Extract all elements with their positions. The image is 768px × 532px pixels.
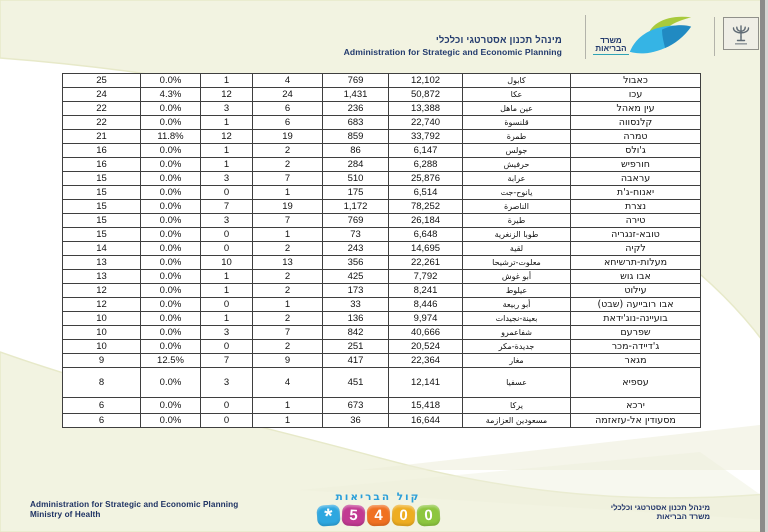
table-cell: 21: [63, 130, 141, 144]
table-cell: 236: [323, 102, 389, 116]
table-cell: أبو غوش: [463, 270, 571, 284]
table-cell: נצרת: [571, 200, 701, 214]
table-cell: טירה: [571, 214, 701, 228]
table-cell: 0: [201, 242, 253, 256]
table-cell: 3: [201, 214, 253, 228]
footer-right-line1: מינהל תכנון אסטרטגי וכלכלי: [610, 503, 710, 512]
israel-state-emblem-icon: [723, 17, 759, 50]
table-row: [63, 398, 701, 414]
table-cell: 0: [201, 228, 253, 242]
kol-habriut-hotline-logo: [308, 491, 448, 529]
table-cell: 12: [201, 88, 253, 102]
table-row: [63, 200, 701, 214]
table-row: [63, 158, 701, 172]
table-cell: 0.0%: [141, 144, 201, 158]
table-cell: 1: [201, 284, 253, 298]
table-cell: 251: [323, 340, 389, 354]
table-cell: 7: [253, 326, 323, 340]
table-cell: 175: [323, 186, 389, 200]
table-cell: 6: [253, 102, 323, 116]
footer-department-hebrew: [611, 503, 710, 521]
table-cell: 10: [201, 256, 253, 270]
table-cell: 0.0%: [141, 256, 201, 270]
table-cell: 417: [323, 354, 389, 368]
table-cell: 510: [323, 172, 389, 186]
table-cell: 33,792: [389, 130, 463, 144]
table-cell: 40,666: [389, 326, 463, 340]
table-row: [63, 312, 701, 326]
table-cell: 1: [201, 158, 253, 172]
footer-right-line2: משרד הבריאות: [656, 512, 710, 521]
table-cell: 0.0%: [141, 102, 201, 116]
localities-data-table: [62, 73, 701, 428]
table-row: [63, 116, 701, 130]
table-cell: مسعودين العزازمة: [463, 414, 571, 428]
hotline-number-tiles: [308, 504, 448, 529]
table-row: [63, 298, 701, 312]
table-cell: 0.0%: [141, 186, 201, 200]
ministry-of-health-logo: [590, 12, 708, 62]
table-cell: 33: [323, 298, 389, 312]
table-cell: 8: [63, 368, 141, 398]
table-row: [63, 256, 701, 270]
table-row: [63, 130, 701, 144]
table-cell: קלנסווה: [571, 116, 701, 130]
department-title-hebrew: מינהל תכנון אסטרטגי וכלכלי: [435, 35, 562, 46]
table-cell: يانوح-جت: [463, 186, 571, 200]
table-cell: 19: [253, 200, 323, 214]
table-cell: 6: [63, 414, 141, 428]
table-cell: 13,388: [389, 102, 463, 116]
table-cell: 0.0%: [141, 298, 201, 312]
table-cell: 6,147: [389, 144, 463, 158]
table-cell: عكا: [463, 88, 571, 102]
table-cell: 0.0%: [141, 214, 201, 228]
table-cell: 9: [253, 354, 323, 368]
table-cell: 14,695: [389, 242, 463, 256]
table-row: [63, 228, 701, 242]
table-cell: 1: [253, 414, 323, 428]
table-cell: 0.0%: [141, 158, 201, 172]
table-row: [63, 354, 701, 368]
table-cell: 1: [201, 74, 253, 88]
table-cell: 2: [253, 270, 323, 284]
table-cell: 8,446: [389, 298, 463, 312]
table-cell: 15: [63, 214, 141, 228]
table-cell: 3: [201, 326, 253, 340]
table-cell: 7: [253, 214, 323, 228]
table-cell: 78,252: [389, 200, 463, 214]
table-row: [63, 284, 701, 298]
hotline-digit-tile: 0: [416, 504, 440, 526]
table-cell: حرفيش: [463, 158, 571, 172]
table-row: [63, 242, 701, 256]
table-cell: 0.0%: [141, 326, 201, 340]
table-cell: 1: [253, 186, 323, 200]
table-cell: 0.0%: [141, 172, 201, 186]
table-cell: بعينة-نجيدات: [463, 312, 571, 326]
table-cell: 1: [201, 116, 253, 130]
table-cell: 0.0%: [141, 368, 201, 398]
table-cell: אבו גוש: [571, 270, 701, 284]
table-cell: 0.0%: [141, 414, 201, 428]
table-cell: 4.3%: [141, 88, 201, 102]
table-cell: 22,740: [389, 116, 463, 130]
table-cell: شفاعمرو: [463, 326, 571, 340]
table-cell: 10: [63, 340, 141, 354]
table-cell: 22,364: [389, 354, 463, 368]
table-cell: טמרה: [571, 130, 701, 144]
table-cell: عسفيا: [463, 368, 571, 398]
table-cell: 0.0%: [141, 200, 201, 214]
hotline-digit-tile: 0: [391, 504, 415, 526]
table-cell: أبو ربيعة: [463, 298, 571, 312]
ministry-logo-line1: משרד: [600, 36, 622, 45]
table-row: [63, 88, 701, 102]
table-cell: 1: [201, 312, 253, 326]
table-cell: 0.0%: [141, 312, 201, 326]
table-cell: 4: [253, 368, 323, 398]
ministry-logo-wordmark: [590, 37, 632, 55]
table-cell: قلنسوة: [463, 116, 571, 130]
table-cell: 2: [253, 312, 323, 326]
hotline-digit-tile: 4: [366, 505, 390, 527]
table-cell: ג'דיידה-מכר: [571, 340, 701, 354]
table-cell: 12.5%: [141, 354, 201, 368]
table-cell: 3: [201, 102, 253, 116]
table-cell: 36: [323, 414, 389, 428]
hotline-digit-tile: 5: [341, 504, 365, 526]
table-cell: 4: [253, 74, 323, 88]
table-cell: 769: [323, 74, 389, 88]
table-row: [63, 326, 701, 340]
table-cell: חורפיש: [571, 158, 701, 172]
table-cell: 22: [63, 102, 141, 116]
table-cell: 284: [323, 158, 389, 172]
header-divider-right: [714, 17, 715, 56]
table-cell: مغار: [463, 354, 571, 368]
table-cell: 1: [201, 270, 253, 284]
table-cell: 0.0%: [141, 228, 201, 242]
table-cell: 136: [323, 312, 389, 326]
table-cell: 9,974: [389, 312, 463, 326]
table-cell: 6: [63, 398, 141, 414]
table-cell: 0.0%: [141, 74, 201, 88]
table-cell: 26,184: [389, 214, 463, 228]
table-cell: 451: [323, 368, 389, 398]
table-cell: 25: [63, 74, 141, 88]
table-cell: יאנוח-ג'ת: [571, 186, 701, 200]
table-row: [63, 144, 701, 158]
table-cell: 3: [201, 172, 253, 186]
table-cell: 2: [253, 284, 323, 298]
table-cell: 24: [253, 88, 323, 102]
table-cell: 7: [201, 354, 253, 368]
table-cell: 2: [253, 144, 323, 158]
table-cell: 0: [201, 186, 253, 200]
table-cell: 859: [323, 130, 389, 144]
table-cell: 13: [63, 256, 141, 270]
table-cell: 15,418: [389, 398, 463, 414]
ministry-logo-rule: [593, 54, 629, 55]
table-cell: 1: [201, 144, 253, 158]
table-cell: 0.0%: [141, 284, 201, 298]
table-cell: מגאר: [571, 354, 701, 368]
table-cell: 12,102: [389, 74, 463, 88]
table-cell: 2: [253, 340, 323, 354]
table-cell: לקיה: [571, 242, 701, 256]
table-cell: 425: [323, 270, 389, 284]
table-cell: طيرة: [463, 214, 571, 228]
table-cell: عرابة: [463, 172, 571, 186]
table-cell: 20,524: [389, 340, 463, 354]
table-cell: 7: [201, 200, 253, 214]
table-row: [63, 340, 701, 354]
table-cell: טובא-זנגריה: [571, 228, 701, 242]
table-cell: 6,288: [389, 158, 463, 172]
table-cell: עילוט: [571, 284, 701, 298]
table-cell: 7: [253, 172, 323, 186]
table-cell: 10: [63, 312, 141, 326]
hotline-digit-tile: *: [316, 504, 340, 527]
table-cell: 12: [201, 130, 253, 144]
table-cell: كابول: [463, 74, 571, 88]
table-cell: عين ماهل: [463, 102, 571, 116]
table-cell: 8,241: [389, 284, 463, 298]
table-cell: 15: [63, 228, 141, 242]
table-cell: 22: [63, 116, 141, 130]
table-cell: جديدة-مكر: [463, 340, 571, 354]
table-cell: 25,876: [389, 172, 463, 186]
table-cell: 2: [253, 242, 323, 256]
table-row: [63, 368, 701, 398]
table-cell: 2: [253, 158, 323, 172]
table-cell: אבו רובייעה (שבט): [571, 298, 701, 312]
table-cell: בועיינה-נוג'ידאת: [571, 312, 701, 326]
table-cell: 0.0%: [141, 270, 201, 284]
table-cell: מעלות-תרשיחא: [571, 256, 701, 270]
table-cell: מסעודין אל-עזאזמה: [571, 414, 701, 428]
table-cell: 3: [201, 368, 253, 398]
table-cell: جولس: [463, 144, 571, 158]
table-cell: 1,172: [323, 200, 389, 214]
table-cell: 1: [253, 398, 323, 414]
table-cell: ג'ולס: [571, 144, 701, 158]
table-cell: 15: [63, 186, 141, 200]
table-cell: עראבה: [571, 172, 701, 186]
table-cell: 0.0%: [141, 242, 201, 256]
table-row: [63, 186, 701, 200]
table-cell: 6: [253, 116, 323, 130]
table-cell: 7,792: [389, 270, 463, 284]
header-divider-left: [585, 15, 586, 59]
table-cell: עספיא: [571, 368, 701, 398]
table-cell: כאבול: [571, 74, 701, 88]
table-cell: 356: [323, 256, 389, 270]
department-title-english: Administration for Strategic and Economic Planning: [343, 47, 562, 57]
table-cell: معلوت-ترشيحا: [463, 256, 571, 270]
table-cell: طمرة: [463, 130, 571, 144]
table-cell: 12: [63, 298, 141, 312]
table-cell: طوبا الزنغرية: [463, 228, 571, 242]
table-cell: 11.8%: [141, 130, 201, 144]
table-cell: 86: [323, 144, 389, 158]
table-cell: 12,141: [389, 368, 463, 398]
table-cell: 769: [323, 214, 389, 228]
table-cell: 50,872: [389, 88, 463, 102]
table-cell: 243: [323, 242, 389, 256]
table-cell: 14: [63, 242, 141, 256]
table-cell: 683: [323, 116, 389, 130]
table-cell: 13: [63, 270, 141, 284]
table-row: [63, 214, 701, 228]
table-cell: שפרעם: [571, 326, 701, 340]
table-cell: لقية: [463, 242, 571, 256]
table-cell: 0.0%: [141, 340, 201, 354]
table-cell: 6,648: [389, 228, 463, 242]
table-cell: يركا: [463, 398, 571, 414]
table-cell: 16: [63, 158, 141, 172]
table-cell: 16: [63, 144, 141, 158]
table-cell: الناصرة: [463, 200, 571, 214]
table-cell: 0.0%: [141, 398, 201, 414]
table-cell: 19: [253, 130, 323, 144]
table-cell: 22,261: [389, 256, 463, 270]
table-row: [63, 172, 701, 186]
footer-left-line2: Ministry of Health: [30, 510, 101, 519]
table-cell: 12: [63, 284, 141, 298]
table-cell: 673: [323, 398, 389, 414]
table-cell: 0: [201, 398, 253, 414]
table-cell: 173: [323, 284, 389, 298]
table-cell: עין מאהל: [571, 102, 701, 116]
table-cell: 1: [253, 228, 323, 242]
footer-left-line1: Administration for Strategic and Economic Planning: [30, 500, 239, 509]
table-cell: 842: [323, 326, 389, 340]
table-row: [63, 414, 701, 428]
table-cell: 15: [63, 200, 141, 214]
table-cell: 0: [201, 414, 253, 428]
table-cell: עכו: [571, 88, 701, 102]
table-cell: 24: [63, 88, 141, 102]
table-cell: 0.0%: [141, 116, 201, 130]
ministry-logo-line2: הבריאות: [595, 44, 627, 53]
table-cell: عيلوط: [463, 284, 571, 298]
footer-department-english: [30, 500, 238, 520]
table-cell: 13: [253, 256, 323, 270]
table-cell: 73: [323, 228, 389, 242]
table-cell: 0: [201, 298, 253, 312]
table-cell: 0: [201, 340, 253, 354]
table-cell: 1,431: [323, 88, 389, 102]
table-cell: 16,644: [389, 414, 463, 428]
table-cell: 9: [63, 354, 141, 368]
table-row: [63, 102, 701, 116]
table-row: [63, 270, 701, 284]
table-cell: 10: [63, 326, 141, 340]
hotline-title: קול הבריאות: [335, 491, 421, 503]
table-cell: ירכא: [571, 398, 701, 414]
header-department-title: [344, 35, 562, 57]
table-cell: 1: [253, 298, 323, 312]
table-cell: 6,514: [389, 186, 463, 200]
table-cell: 15: [63, 172, 141, 186]
table-row: [63, 74, 701, 88]
